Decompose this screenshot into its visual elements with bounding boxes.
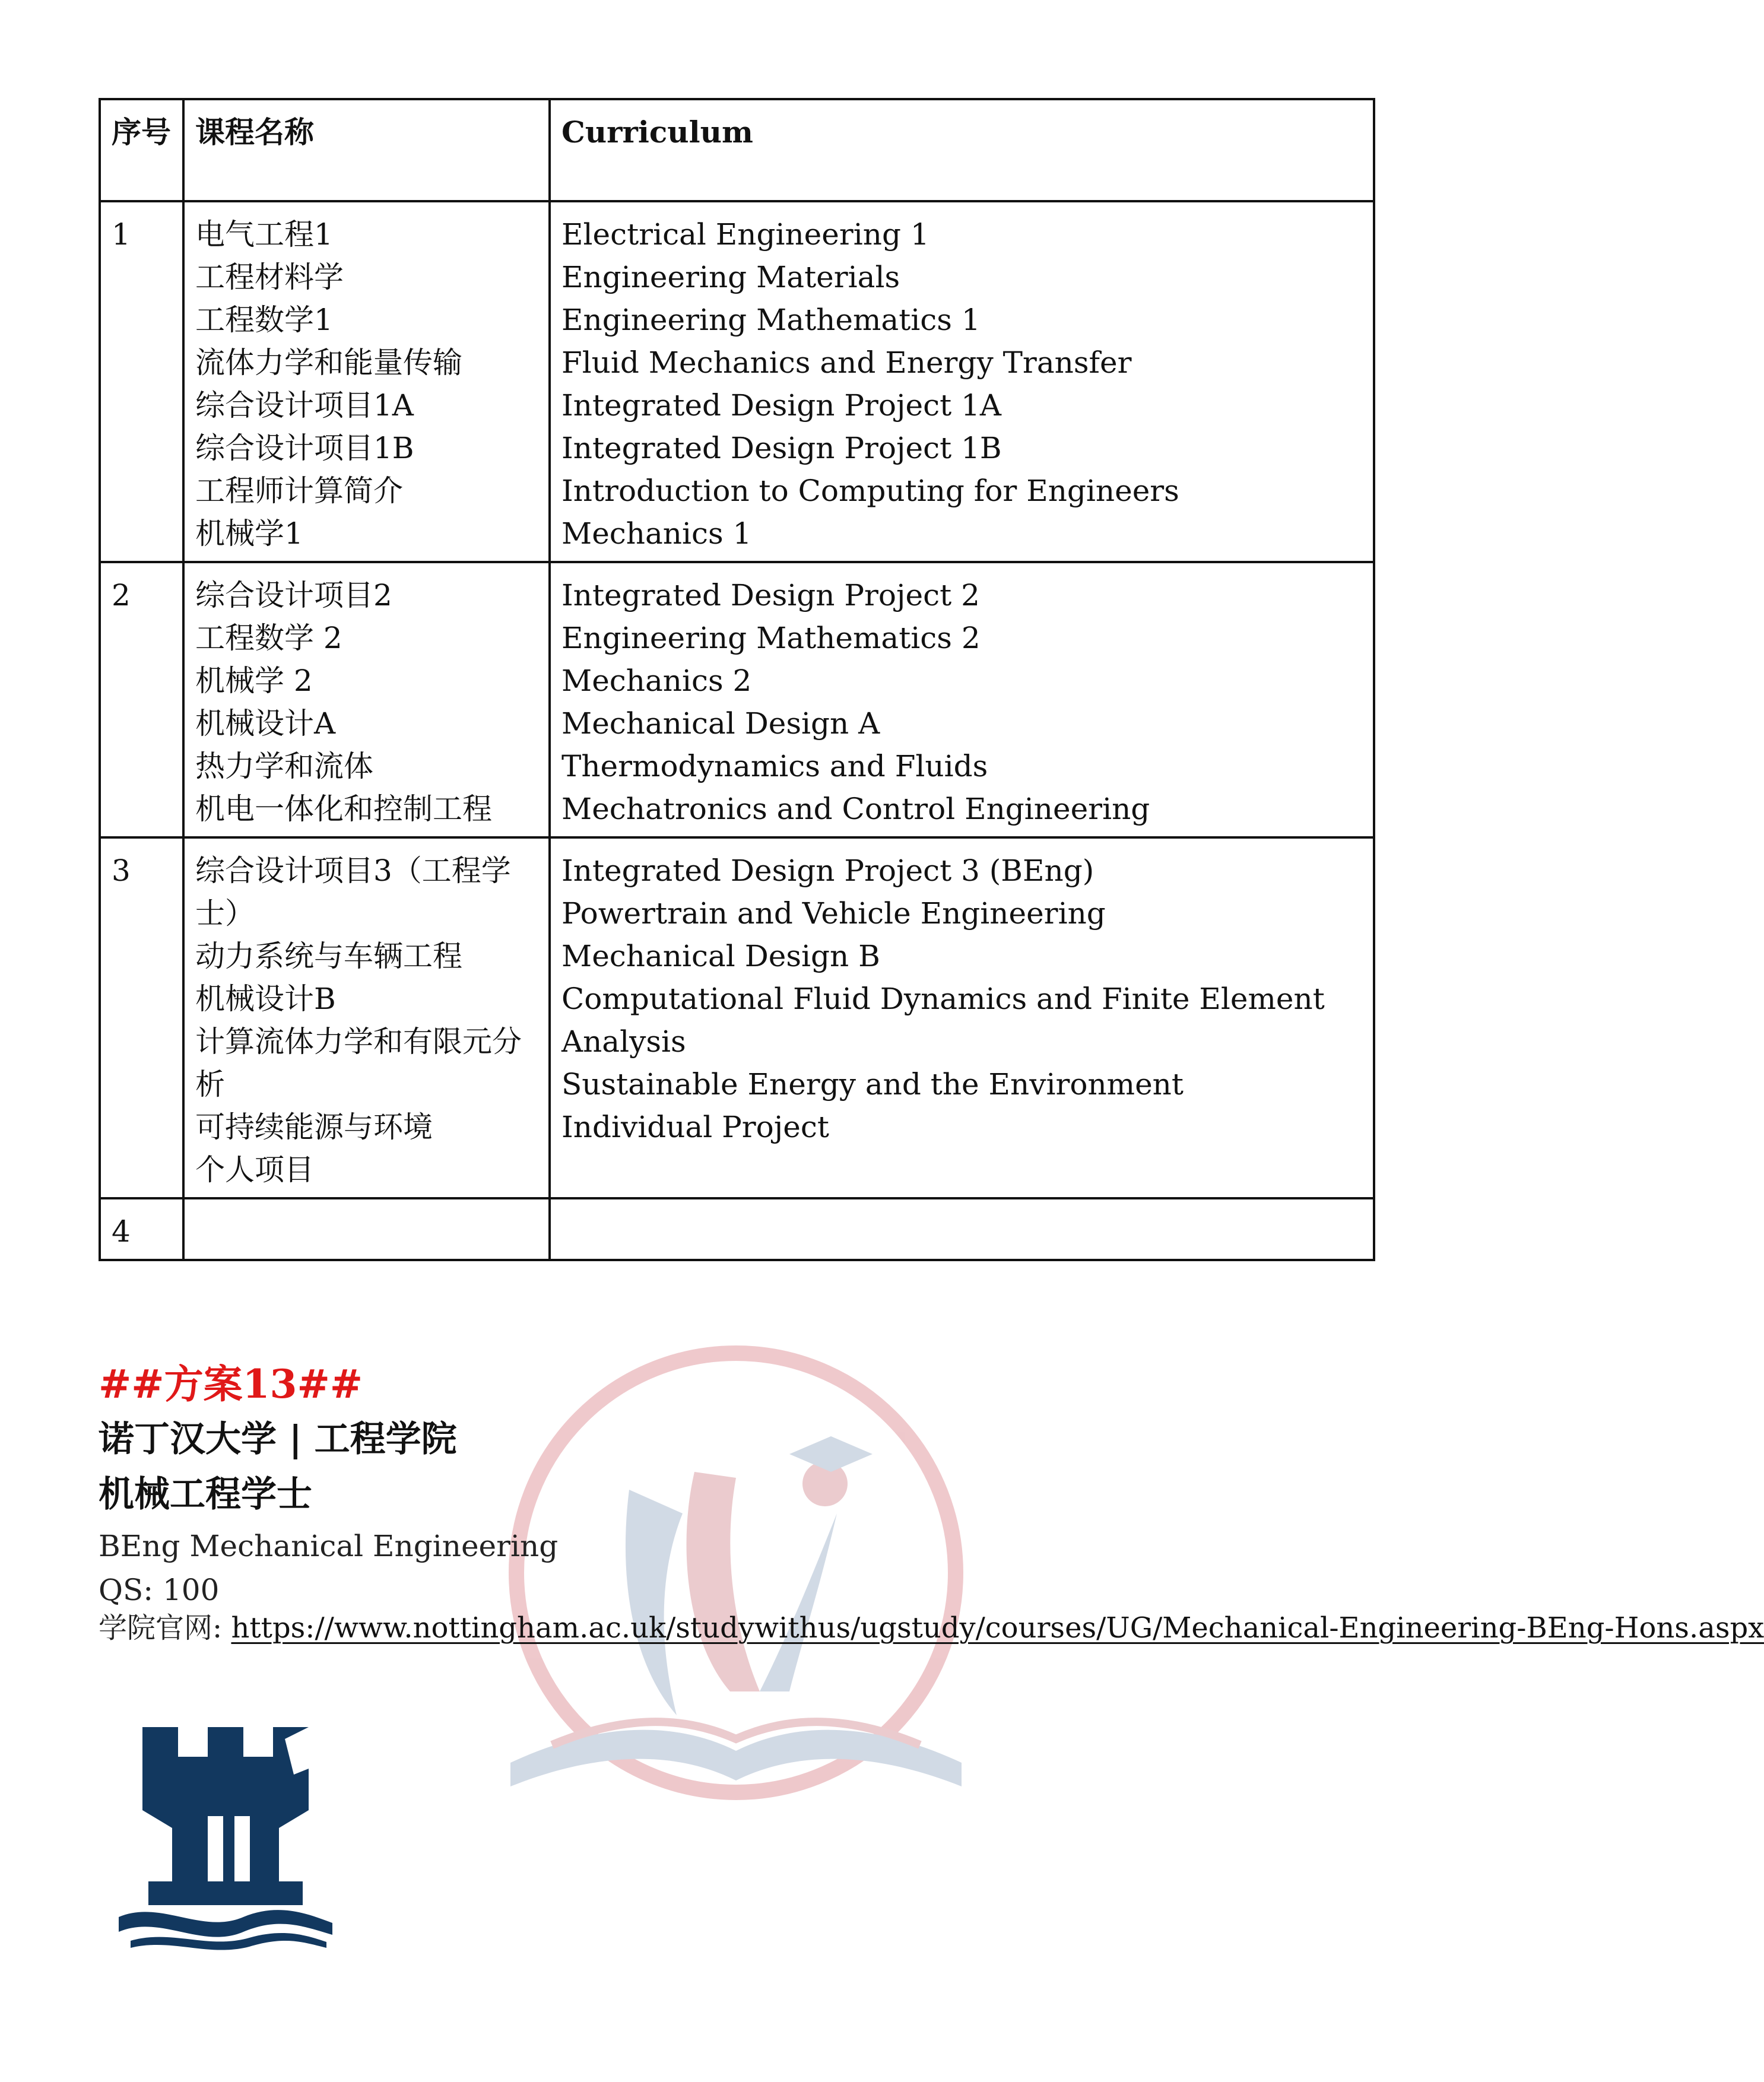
university-castle-logo-icon <box>107 1703 344 1953</box>
website-line <box>99 1607 1764 1649</box>
course-name-en: Mechanical Design A <box>561 706 880 741</box>
course-list-zh <box>183 1198 550 1260</box>
course-name-en: Integrated Design Project 1B <box>561 431 1002 465</box>
course-name-en: Computational Fluid Dynamics and Finite Element Analysis <box>561 982 1325 1059</box>
course-name-zh: 热力学和流体 <box>195 749 373 783</box>
course-name-en: Engineering Mathematics 2 <box>561 621 981 655</box>
row-number: 1 <box>100 201 183 562</box>
course-name-en: Engineering Mathematics 1 <box>561 303 981 337</box>
course-name-zh: 动力系统与车辆工程 <box>195 939 462 973</box>
course-name-zh: 机电一体化和控制工程 <box>195 792 492 826</box>
course-name-zh: 综合设计项目2 <box>195 578 392 612</box>
course-name-en: Engineering Materials <box>561 260 900 294</box>
course-name-zh: 综合设计项目1B <box>195 431 414 465</box>
course-name-en: Fluid Mechanics and Energy Transfer <box>561 345 1132 380</box>
curriculum-table <box>99 98 1375 1261</box>
course-name-zh: 工程师计算简介 <box>195 474 403 508</box>
course-name-zh: 综合设计项目3（工程学士） <box>195 853 511 931</box>
row-number: 2 <box>100 562 183 837</box>
course-list-en <box>550 1198 1374 1260</box>
course-name-zh: 计算流体力学和有限元分析 <box>195 1024 522 1102</box>
course-name-en: Mechatronics and Control Engineering <box>561 792 1150 826</box>
course-name-zh: 机械设计B <box>195 982 336 1016</box>
course-name-zh: 机械学1 <box>195 516 303 551</box>
course-name-zh: 工程材料学 <box>195 260 344 294</box>
course-name-en: Integrated Design Project 1A <box>561 388 1002 423</box>
table-row <box>100 1198 1374 1260</box>
course-name-zh: 个人项目 <box>195 1153 314 1187</box>
header-no: 序号 <box>100 99 183 201</box>
course-name-zh: 综合设计项目1A <box>195 388 414 423</box>
plan-tag: ##方案13## <box>99 1361 363 1407</box>
table-row <box>100 837 1374 1198</box>
course-name-zh: 电气工程1 <box>195 217 333 252</box>
course-name-en: Mechanics 2 <box>561 664 752 698</box>
course-list-en <box>550 562 1374 837</box>
course-name-en: Integrated Design Project 3 (BEng) <box>561 853 1094 888</box>
course-name-zh: 机械学 2 <box>195 664 313 698</box>
website-link[interactable]: https://www.nottingham.ac.uk/studywithus/ugstudy/courses/UG/Mechanical-Engineering-BEng-Hons.aspx <box>231 1611 1764 1645</box>
degree-title-zh: 机械工程学士 <box>99 1474 312 1515</box>
course-name-en: Introduction to Computing for Engineers <box>561 474 1179 508</box>
header-name-zh: 课程名称 <box>183 99 550 201</box>
course-name-zh: 机械设计A <box>195 706 336 741</box>
school-title: 诺丁汉大学 | 工程学院 <box>99 1418 457 1460</box>
watermark-emblem-icon <box>481 1335 991 1846</box>
table-row <box>100 562 1374 837</box>
course-name-zh: 工程数学1 <box>195 303 333 337</box>
course-name-en: Mechanical Design B <box>561 939 880 973</box>
course-name-en: Electrical Engineering 1 <box>561 217 929 252</box>
qs-ranking: QS: 100 <box>99 1573 220 1607</box>
row-number: 4 <box>100 1198 183 1260</box>
table-header-row <box>100 99 1374 201</box>
course-list-zh <box>183 562 550 837</box>
row-number: 3 <box>100 837 183 1198</box>
course-name-en: Mechanics 1 <box>561 516 752 551</box>
header-name-en: Curriculum <box>550 99 1374 201</box>
course-list-en <box>550 837 1374 1198</box>
course-list-zh <box>183 201 550 562</box>
course-name-en: Thermodynamics and Fluids <box>561 749 988 783</box>
course-name-en: Individual Project <box>561 1110 829 1144</box>
website-label: 学院官网: <box>99 1611 223 1645</box>
course-name-zh: 工程数学 2 <box>195 621 342 655</box>
course-name-en: Integrated Design Project 2 <box>561 578 980 612</box>
course-name-en: Sustainable Energy and the Environment <box>561 1067 1184 1102</box>
course-list-zh <box>183 837 550 1198</box>
course-name-zh: 可持续能源与环境 <box>195 1110 433 1144</box>
table-row <box>100 201 1374 562</box>
course-list-en <box>550 201 1374 562</box>
degree-title-en: BEng Mechanical Engineering <box>99 1529 559 1563</box>
course-name-zh: 流体力学和能量传输 <box>195 345 462 380</box>
course-name-en: Powertrain and Vehicle Engineering <box>561 896 1106 931</box>
